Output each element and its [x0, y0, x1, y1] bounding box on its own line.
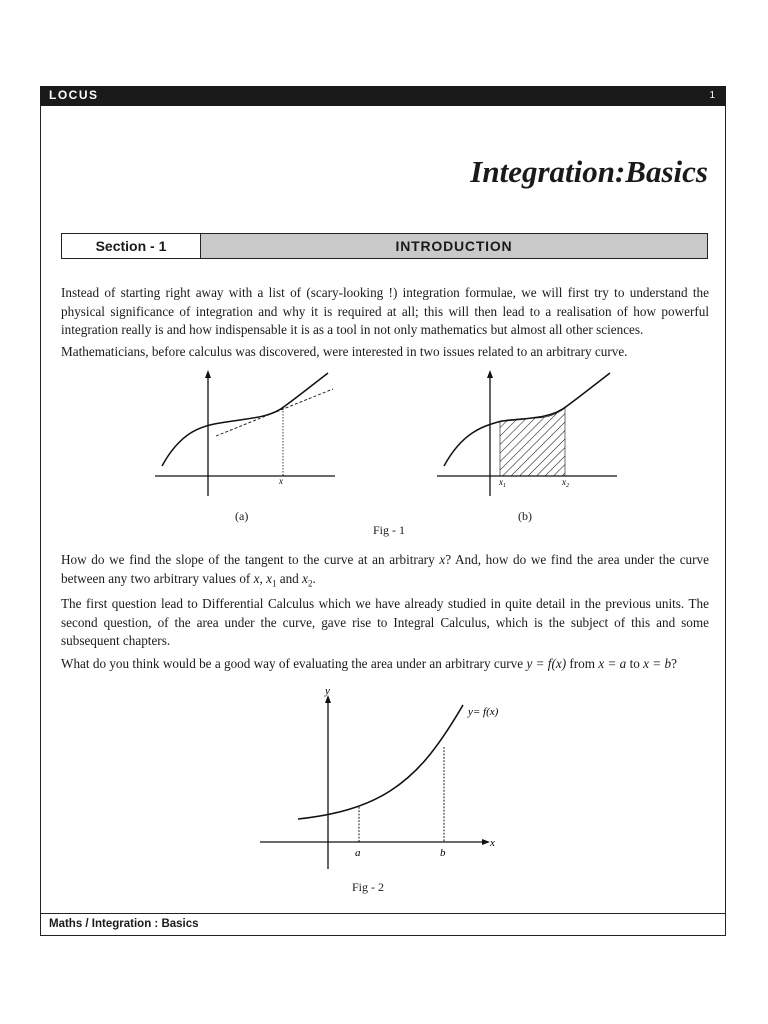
- brand-logo-text: LOCUS: [49, 88, 99, 102]
- fig2-x-axis-arrow: [482, 839, 490, 845]
- page-title: Integration:Basics: [470, 154, 708, 189]
- paragraph-calculus: The first question lead to Differential Calculus which we have already studied in quite detail in the previous units. The second question, of the area under the curve, gave rise to Integral Calculus, which is the subject of this and some subsequent chapters.: [61, 596, 709, 648]
- figure-1a: [150, 368, 350, 498]
- fig2-x-label: x: [490, 837, 495, 849]
- header-bar: [40, 86, 726, 106]
- section-header: [61, 233, 708, 259]
- fig2-b-label: b: [440, 847, 446, 859]
- footer-bar: [40, 913, 726, 936]
- fig1a-x-label: x: [279, 476, 283, 486]
- fig1b-x2-label: $x_2$: [562, 477, 569, 489]
- fig2-curve: [298, 705, 463, 819]
- footer-text: Maths / Integration : Basics: [49, 918, 199, 930]
- paragraph-mathematicians: Mathematicians, before calculus was discovered, were interested in two issues related to an arbitrary curve.: [61, 344, 628, 359]
- paragraph-questions: How do we find the slope of the tangent to the curve at an arbitrary x? And, how do we find the area under the curve between any two arbitrary values of x, $x_1$ and $x_2$.: [61, 552, 709, 589]
- fig2-caption: Fig - 2: [352, 880, 385, 894]
- fig1a-curve: [162, 373, 328, 466]
- fig1b-panel-label: (b): [518, 509, 532, 523]
- fig1b-y-axis-arrow: [487, 370, 493, 378]
- fig1a-panel-label: (a): [235, 509, 249, 523]
- fig2-y-label: y: [325, 685, 330, 697]
- fig1a-y-axis-arrow: [205, 370, 211, 378]
- fig2-curve-label: y= f(x): [468, 706, 499, 718]
- fig2-a-label: a: [355, 847, 361, 859]
- section-title: INTRODUCTION: [201, 234, 707, 258]
- paragraph-intro: Instead of starting right away with a list of (scary-looking !) integration formulae, we will first try to understand the physical significance of integration and why it is required at all; this will then lead to a realisation of how powerful integration really is and how indispensable it is as a tool in not only mathematics but almost all other sciences.: [61, 285, 709, 337]
- figure-2: [255, 683, 515, 873]
- fig1b-x1-label: $x_1$: [499, 477, 506, 489]
- section-label: Section - 1: [62, 234, 201, 258]
- paragraph-evaluate: What do you think would be a good way of evaluating the area under an arbitrary curve y = f(x) from x = a to x = b?: [61, 656, 677, 671]
- figure-1b: [432, 368, 632, 498]
- fig1-caption: Fig - 1: [373, 523, 406, 537]
- page-number: 1: [709, 90, 715, 101]
